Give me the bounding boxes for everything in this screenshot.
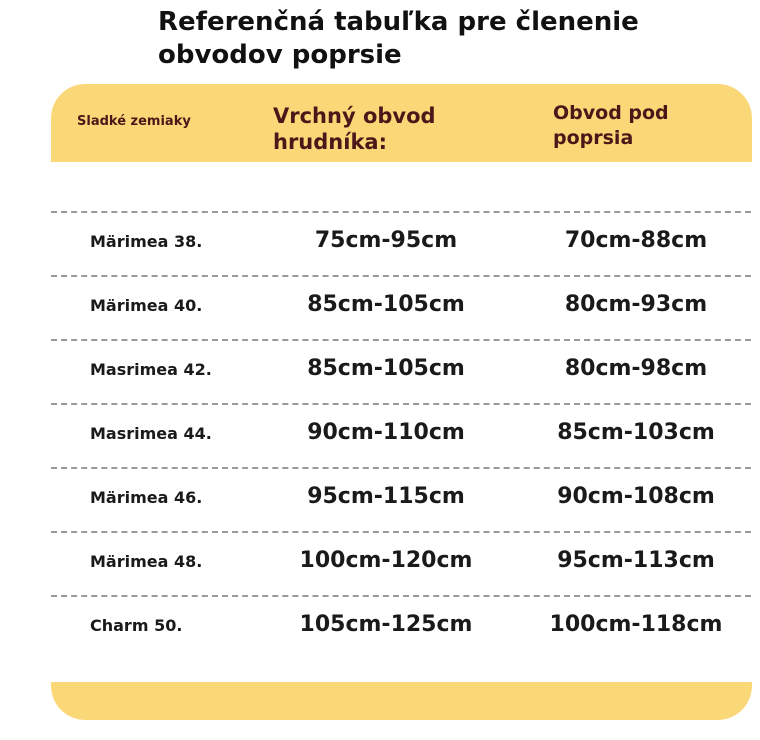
table-body (51, 162, 752, 692)
size-label: Charm 50. (90, 616, 183, 635)
upper-bust-value: 95cm-115cm (307, 484, 465, 509)
upper-bust-value: 100cm-120cm (299, 548, 473, 573)
page-title: Referenčná tabuľka pre členenie obvodov poprsie (158, 7, 639, 70)
upper-bust-value: 90cm-110cm (307, 420, 465, 445)
under-bust-value: 100cm-118cm (549, 612, 723, 637)
size-label: Märimea 48. (90, 552, 203, 571)
header-col-under-bust: Obvod pod poprsia (553, 102, 669, 149)
size-label: Märimea 38. (90, 232, 203, 251)
size-label: Märimea 46. (90, 488, 203, 507)
table-row (51, 212, 752, 276)
table-footer (51, 682, 752, 720)
under-bust-value: 85cm-103cm (557, 420, 715, 445)
under-bust-value: 95cm-113cm (557, 548, 715, 573)
under-bust-value: 90cm-108cm (557, 484, 715, 509)
table-row (51, 596, 752, 660)
under-bust-value: 80cm-93cm (564, 292, 708, 317)
table-row (51, 468, 752, 532)
table-row (51, 532, 752, 596)
upper-bust-value: 85cm-105cm (307, 292, 465, 317)
size-label: Märimea 40. (90, 296, 203, 315)
size-table (51, 84, 752, 720)
table-row (51, 404, 752, 468)
under-bust-value: 70cm-88cm (564, 228, 708, 253)
table-row (51, 340, 752, 404)
header-col-size: Sladké zemiaky (77, 114, 191, 129)
size-label: Masrimea 44. (90, 424, 212, 443)
size-label: Masrimea 42. (90, 360, 212, 379)
table-header (51, 84, 752, 162)
table-row (51, 276, 752, 340)
upper-bust-value: 105cm-125cm (299, 612, 473, 637)
header-col-upper-bust: Vrchný obvod hrudníka: (273, 104, 436, 154)
upper-bust-value: 85cm-105cm (307, 356, 465, 381)
upper-bust-value: 75cm-95cm (314, 228, 458, 253)
under-bust-value: 80cm-98cm (564, 356, 708, 381)
